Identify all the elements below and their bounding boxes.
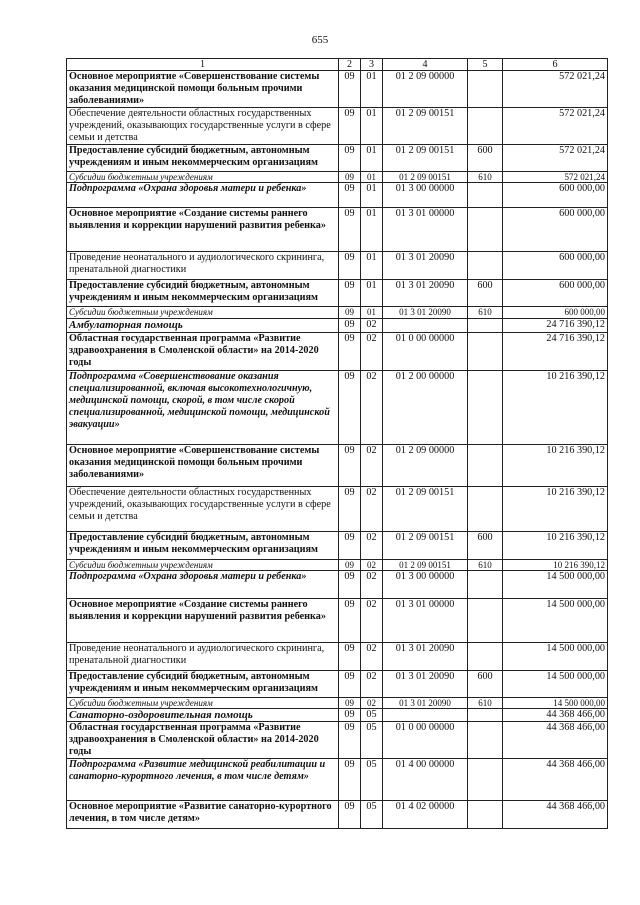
amount-cell: 14 500 000,00 [503, 643, 608, 671]
expense-type-cell [468, 722, 503, 759]
row-name-cell: Субсидии бюджетным учреждениям [67, 307, 339, 319]
row-name-cell: Субсидии бюджетным учреждениям [67, 172, 339, 183]
amount-cell: 572 021,24 [503, 145, 608, 172]
page-number: 655 [311, 34, 329, 46]
subsection-code-cell: 01 [361, 172, 383, 183]
header-cell: 2 [339, 59, 361, 71]
section-code-cell: 09 [339, 71, 361, 108]
subsection-code-cell: 02 [361, 560, 383, 571]
expense-type-cell: 600 [468, 145, 503, 172]
section-code-cell: 09 [339, 487, 361, 532]
section-code-cell: 09 [339, 319, 361, 333]
row-name-cell: Субсидии бюджетным учреждениям [67, 560, 339, 571]
row-name-cell: Обеспечение деятельности областных государственных учреждений, оказывающих государственные услуги в сфере семьи и детства [67, 108, 339, 145]
subsection-code-cell: 01 [361, 280, 383, 307]
table-row [67, 445, 608, 487]
subsection-code-cell: 02 [361, 671, 383, 698]
target-article-cell: 01 2 09 00151 [383, 145, 468, 172]
subsection-code-cell: 01 [361, 108, 383, 145]
expense-type-cell: 610 [468, 698, 503, 709]
table-row [67, 371, 608, 445]
header-cell: 3 [361, 59, 383, 71]
section-code-cell: 09 [339, 643, 361, 671]
amount-cell: 600 000,00 [503, 307, 608, 319]
row-name-cell: Предоставление субсидий бюджетным, автономным учреждениям и иным некоммерческим организациям [67, 280, 339, 307]
expense-type-cell: 600 [468, 671, 503, 698]
target-article-cell [383, 709, 468, 722]
target-article-cell: 01 3 00 00000 [383, 571, 468, 599]
target-article-cell: 01 3 01 20090 [383, 643, 468, 671]
target-article-cell: 01 3 01 20090 [383, 307, 468, 319]
amount-cell: 14 500 000,00 [503, 671, 608, 698]
section-code-cell: 09 [339, 108, 361, 145]
amount-cell: 44 368 466,00 [503, 722, 608, 759]
amount-cell: 572 021,24 [503, 71, 608, 108]
amount-cell: 572 021,24 [503, 172, 608, 183]
target-article-cell: 01 2 09 00151 [383, 487, 468, 532]
amount-cell: 44 368 466,00 [503, 709, 608, 722]
subsection-code-cell: 02 [361, 319, 383, 333]
row-name-cell: Предоставление субсидий бюджетным, автономным учреждениям и иным некоммерческим организациям [67, 145, 339, 172]
row-name-cell: Подпрограмма «Совершенствование оказания специализированной, включая высокотехнологичную, медицинской помощи, скорой, в том числе скорой специализированной, медицинской помощи, медицинской эвакуации» [67, 371, 339, 445]
expense-type-cell [468, 108, 503, 145]
row-name-cell: Санаторно-оздоровительная помощь [67, 709, 339, 722]
subsection-code-cell: 01 [361, 252, 383, 280]
table-row [67, 208, 608, 252]
target-article-cell: 01 3 01 20090 [383, 698, 468, 709]
table-row [67, 698, 608, 709]
subsection-code-cell: 02 [361, 599, 383, 643]
expense-type-cell [468, 801, 503, 829]
amount-cell: 14 500 000,00 [503, 571, 608, 599]
expense-type-cell [468, 183, 503, 208]
table-row [67, 560, 608, 571]
target-article-cell: 01 3 01 00000 [383, 599, 468, 643]
row-name-cell: Предоставление субсидий бюджетным, автономным учреждениям и иным некоммерческим организациям [67, 532, 339, 560]
row-name-cell: Основное мероприятие «Создание системы раннего выявления и коррекции нарушений развития ребенка» [67, 208, 339, 252]
amount-cell: 600 000,00 [503, 183, 608, 208]
subsection-code-cell: 02 [361, 487, 383, 532]
row-name-cell: Областная государственная программа «Развитие здравоохранения в Смоленской области» на 2014-2020 годы [67, 722, 339, 759]
target-article-cell: 01 2 09 00151 [383, 172, 468, 183]
table-row [67, 71, 608, 108]
row-name-cell: Основное мероприятие «Создание системы раннего выявления и коррекции нарушений развития ребенка» [67, 599, 339, 643]
row-name-cell: Субсидии бюджетным учреждениям [67, 698, 339, 709]
amount-cell: 10 216 390,12 [503, 487, 608, 532]
table-row [67, 709, 608, 722]
table-row [67, 108, 608, 145]
row-name-cell: Областная государственная программа «Развитие здравоохранения в Смоленской области» на 2014-2020 годы [67, 333, 339, 371]
row-name-cell: Проведение неонатального и аудиологического скрининга, пренатальной диагностики [67, 643, 339, 671]
subsection-code-cell: 05 [361, 801, 383, 829]
amount-cell: 44 368 466,00 [503, 759, 608, 801]
subsection-code-cell: 02 [361, 532, 383, 560]
target-article-cell: 01 4 02 00000 [383, 801, 468, 829]
row-name-cell: Подпрограмма «Охрана здоровья матери и ребенка» [67, 571, 339, 599]
amount-cell: 572 021,24 [503, 108, 608, 145]
subsection-code-cell: 05 [361, 709, 383, 722]
section-code-cell: 09 [339, 145, 361, 172]
target-article-cell: 01 2 09 00151 [383, 532, 468, 560]
expense-type-cell [468, 571, 503, 599]
section-code-cell: 09 [339, 183, 361, 208]
table-row [67, 145, 608, 172]
section-code-cell: 09 [339, 252, 361, 280]
expense-type-cell [468, 445, 503, 487]
amount-cell: 14 500 000,00 [503, 698, 608, 709]
expense-type-cell: 610 [468, 307, 503, 319]
table-row [67, 319, 608, 333]
subsection-code-cell: 01 [361, 208, 383, 252]
table-row [67, 252, 608, 280]
header-cell: 5 [468, 59, 503, 71]
target-article-cell: 01 4 00 00000 [383, 759, 468, 801]
amount-cell: 24 716 390,12 [503, 319, 608, 333]
budget-table [66, 58, 608, 829]
amount-cell: 24 716 390,12 [503, 333, 608, 371]
target-article-cell: 01 3 01 20090 [383, 252, 468, 280]
table-row [67, 571, 608, 599]
expense-type-cell [468, 759, 503, 801]
expense-type-cell: 600 [468, 280, 503, 307]
expense-type-cell [468, 371, 503, 445]
target-article-cell: 01 2 00 00000 [383, 371, 468, 445]
row-name-cell: Подпрограмма «Охрана здоровья матери и ребенка» [67, 183, 339, 208]
amount-cell: 600 000,00 [503, 280, 608, 307]
section-code-cell: 09 [339, 571, 361, 599]
expense-type-cell [468, 319, 503, 333]
subsection-code-cell: 01 [361, 183, 383, 208]
header-cell: 6 [503, 59, 608, 71]
row-name-cell: Проведение неонатального и аудиологического скрининга, пренатальной диагностики [67, 252, 339, 280]
row-name-cell: Основное мероприятие «Совершенствование системы оказания медицинской помощи больным прочими заболеваниями» [67, 71, 339, 108]
subsection-code-cell: 02 [361, 698, 383, 709]
row-name-cell: Основное мероприятие «Совершенствование системы оказания медицинской помощи больным прочими заболеваниями» [67, 445, 339, 487]
row-name-cell: Подпрограмма «Развитие медицинской реабилитации и санаторно-курортного лечения, в том числе детям» [67, 759, 339, 801]
subsection-code-cell: 05 [361, 759, 383, 801]
row-name-cell: Основное мероприятие «Развитие санаторно-курортного лечения, в том числе детям» [67, 801, 339, 829]
section-code-cell: 09 [339, 698, 361, 709]
section-code-cell: 09 [339, 560, 361, 571]
expense-type-cell [468, 333, 503, 371]
expense-type-cell: 600 [468, 532, 503, 560]
amount-cell: 10 216 390,12 [503, 532, 608, 560]
amount-cell: 600 000,00 [503, 252, 608, 280]
table-row [67, 183, 608, 208]
table-row [67, 643, 608, 671]
amount-cell: 10 216 390,12 [503, 445, 608, 487]
subsection-code-cell: 02 [361, 333, 383, 371]
subsection-code-cell: 02 [361, 571, 383, 599]
table-row [67, 671, 608, 698]
section-code-cell: 09 [339, 801, 361, 829]
row-name-cell: Предоставление субсидий бюджетным, автономным учреждениям и иным некоммерческим организациям [67, 671, 339, 698]
section-code-cell: 09 [339, 333, 361, 371]
table-row [67, 280, 608, 307]
target-article-cell: 01 2 09 00000 [383, 445, 468, 487]
section-code-cell: 09 [339, 208, 361, 252]
target-article-cell: 01 0 00 00000 [383, 333, 468, 371]
header-cell: 4 [383, 59, 468, 71]
section-code-cell: 09 [339, 445, 361, 487]
target-article-cell: 01 2 09 00000 [383, 71, 468, 108]
amount-cell: 44 368 466,00 [503, 801, 608, 829]
target-article-cell: 01 0 00 00000 [383, 722, 468, 759]
table-row [67, 333, 608, 371]
row-name-cell: Амбулаторная помощь [67, 319, 339, 333]
expense-type-cell [468, 643, 503, 671]
expense-type-cell [468, 709, 503, 722]
target-article-cell: 01 2 09 00151 [383, 108, 468, 145]
subsection-code-cell: 01 [361, 307, 383, 319]
expense-type-cell [468, 208, 503, 252]
table-row [67, 759, 608, 801]
section-code-cell: 09 [339, 532, 361, 560]
amount-cell: 600 000,00 [503, 208, 608, 252]
subsection-code-cell: 02 [361, 643, 383, 671]
section-code-cell: 09 [339, 671, 361, 698]
amount-cell: 10 216 390,12 [503, 371, 608, 445]
target-article-cell: 01 3 01 00000 [383, 208, 468, 252]
section-code-cell: 09 [339, 599, 361, 643]
target-article-cell [383, 319, 468, 333]
section-code-cell: 09 [339, 759, 361, 801]
expense-type-cell: 610 [468, 172, 503, 183]
table-row [67, 487, 608, 532]
row-name-cell: Обеспечение деятельности областных государственных учреждений, оказывающих государственные услуги в сфере семьи и детства [67, 487, 339, 532]
expense-type-cell: 610 [468, 560, 503, 571]
section-code-cell: 09 [339, 307, 361, 319]
target-article-cell: 01 3 01 20090 [383, 671, 468, 698]
section-code-cell: 09 [339, 172, 361, 183]
table-row [67, 599, 608, 643]
subsection-code-cell: 02 [361, 445, 383, 487]
subsection-code-cell: 01 [361, 145, 383, 172]
section-code-cell: 09 [339, 722, 361, 759]
target-article-cell: 01 3 00 00000 [383, 183, 468, 208]
table-row [67, 172, 608, 183]
table-row [67, 532, 608, 560]
expense-type-cell [468, 252, 503, 280]
subsection-code-cell: 02 [361, 371, 383, 445]
expense-type-cell [468, 487, 503, 532]
amount-cell: 14 500 000,00 [503, 599, 608, 643]
target-article-cell: 01 3 01 20090 [383, 280, 468, 307]
table-row [67, 307, 608, 319]
expense-type-cell [468, 71, 503, 108]
header-cell: 1 [67, 59, 339, 71]
amount-cell: 10 216 390,12 [503, 560, 608, 571]
subsection-code-cell: 01 [361, 71, 383, 108]
expense-type-cell [468, 599, 503, 643]
section-code-cell: 09 [339, 709, 361, 722]
table-row [67, 722, 608, 759]
section-code-cell: 09 [339, 371, 361, 445]
table-row [67, 801, 608, 829]
target-article-cell: 01 2 09 00151 [383, 560, 468, 571]
table-header-row [67, 59, 608, 71]
section-code-cell: 09 [339, 280, 361, 307]
subsection-code-cell: 05 [361, 722, 383, 759]
